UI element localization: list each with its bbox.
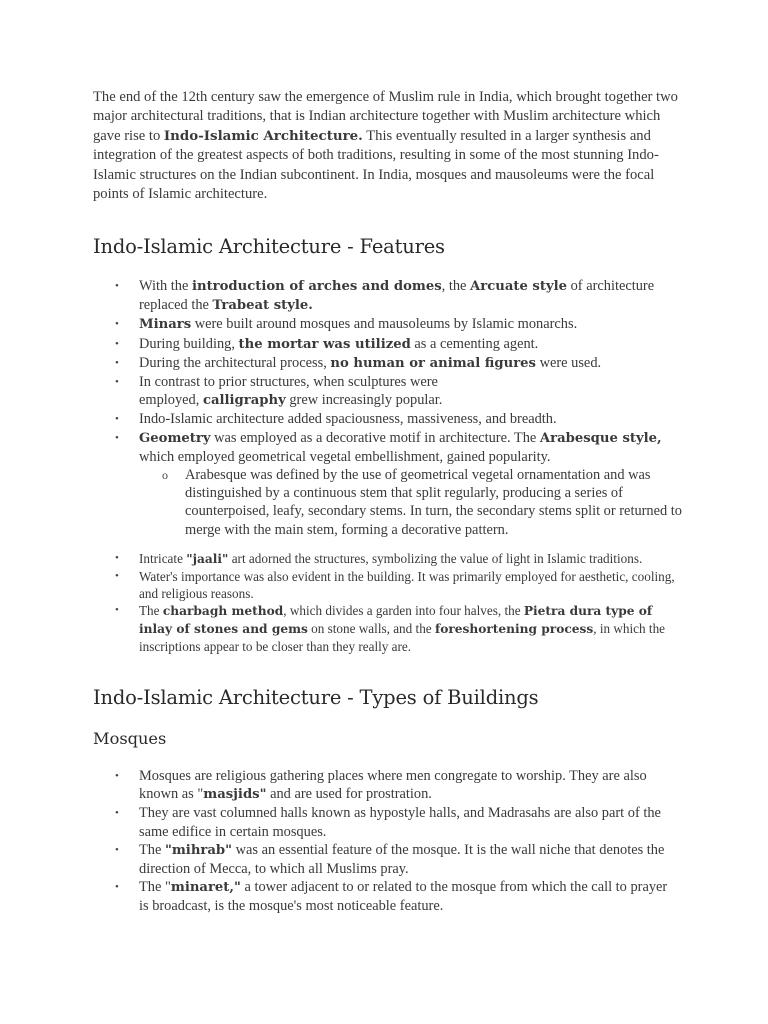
list-item: • The "minaret," a tower adjacent to or related to the mosque from which the call to prayer is broadcast, is the mosque's most noticeable feature.: [115, 878, 680, 915]
list-item: • The "mihrab" was an essential feature of the mosque. It is the wall niche that denotes the direction of Mecca, to which all Muslims pray.: [115, 841, 680, 878]
features-list: [115, 277, 683, 539]
list-item: • Geometry was employed as a decorative motif in architecture. The Arabesque style, which employed geometrical vegetal embellishment, gained popularity. o Arabesque was defined by the use of geometrical vegetal ornamentation and was distinguished by a continuous stem that split regularly, producing a series of counterpoised, leafy, secondary stems. In turn, the secondary stems split or returned to merge with the main stem, forming a decorative pattern.: [115, 429, 680, 539]
list-item: • The charbagh method, which divides a garden into four halves, the Pietra dura type of inlay of stones and gems on stone walls, and the foreshortening process, in which the inscriptions appear to be closer than they really are.: [115, 602, 680, 655]
list-item: • Water's importance was also evident in the building. It was primarily employed for aesthetic, cooling, and religious reasons.: [115, 568, 680, 602]
intro-text: This eventually resulted in a larger synthesis and integration of the greatest aspects of both traditions, resulting in some of the most stunning Indo-Islamic structures on the Indian subcontinent. In India, mosques and mausoleums were the focal points of Islamic architecture.: [93, 127, 659, 203]
list-item: • Intricate "jaali" art adorned the structures, symbolizing the value of light in Islamic traditions.: [115, 550, 680, 568]
features-list-continued: [115, 550, 680, 655]
list-item: • Indo-Islamic architecture added spaciousness, massiveness, and breadth.: [115, 410, 680, 428]
mosques-subheading: Mosques: [93, 729, 167, 748]
list-item: • Mosques are religious gathering places where men congregate to worship. They are also known as "masjids" and are used for prostration.: [115, 767, 680, 804]
intro-paragraph: [93, 88, 683, 204]
list-item: • During building, the mortar was utilized as a cementing agent.: [115, 335, 680, 354]
list-item: • They are vast columned halls known as hypostyle halls, and Madrasahs are also part of the same edifice in certain mosques.: [115, 804, 680, 840]
mosques-list: [115, 767, 680, 916]
intro-emphasis: Indo-Islamic Architecture.: [163, 127, 363, 144]
features-heading: Indo-Islamic Architecture - Features: [93, 235, 445, 258]
list-item: • During the architectural process, no human or animal figures were used.: [115, 354, 680, 373]
intro-text: The end of the 12th century saw the emergence of Muslim rule in India, which brought together two major architectural traditions, that is Indian architecture together with Muslim architecture which gave rise to: [93, 89, 678, 144]
types-heading: Indo-Islamic Architecture - Types of Buildings: [93, 686, 539, 709]
sub-list: [162, 466, 682, 539]
list-item: • With the introduction of arches and domes, the Arcuate style of architecture replaced the Trabeat style.: [115, 277, 680, 315]
list-item: • In contrast to prior structures, when sculptures were employed, calligraphy grew increasingly popular.: [115, 373, 499, 410]
list-item: • Minars were built around mosques and mausoleums by Islamic monarchs.: [115, 315, 680, 334]
sub-list-item: o Arabesque was defined by the use of geometrical vegetal ornamentation and was distinguished by a continuous stem that split regularly, producing a series of counterpoised, leafy, secondary stems. In turn, the secondary stems split or returned to merge with the main stem, forming a decorative pattern.: [162, 466, 682, 539]
